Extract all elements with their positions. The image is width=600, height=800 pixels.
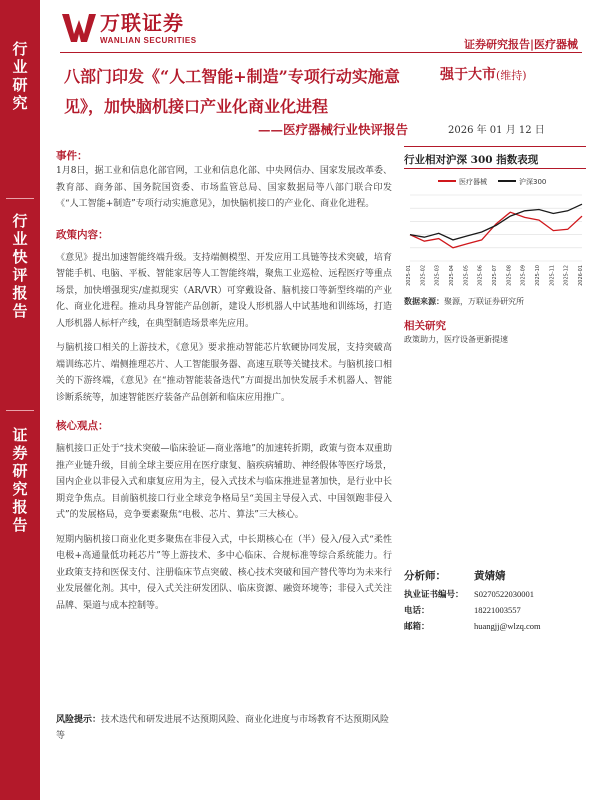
source-label: 数据来源： xyxy=(404,296,444,306)
x-tick-label: 2025-10 xyxy=(535,265,541,286)
left-sidebar xyxy=(0,0,40,800)
sidebar-char: 券 xyxy=(12,444,28,462)
report-date: 2026 年 01 月 12 日 xyxy=(448,125,545,136)
x-tick-label: 2025-01 xyxy=(406,265,412,286)
sidebar-char: 研 xyxy=(12,462,28,480)
x-tick-label: 2025-06 xyxy=(477,265,484,286)
phone-number: 18221003557 xyxy=(474,605,521,615)
related-research-item[interactable]: 政策助力，医疗设备更新提速 xyxy=(404,335,508,344)
rating-qualifier: (维持) xyxy=(496,69,527,82)
x-tick-label: 2025-03 xyxy=(434,265,441,286)
sidebar-segment-securities-research xyxy=(0,426,40,534)
analyst-info xyxy=(404,568,586,636)
analyst-name-label: 分析师： xyxy=(404,570,446,582)
legend-label: 医疗器械 xyxy=(459,178,487,186)
sidebar-char: 告 xyxy=(12,302,28,320)
chart-title-divider xyxy=(404,168,586,169)
legend-label: 沪深300 xyxy=(519,178,547,186)
sidebar-char: 评 xyxy=(12,266,28,284)
sidebar-segment-industry-quick-review xyxy=(0,212,40,320)
sidebar-char: 研 xyxy=(12,76,28,94)
analyst-name: 黄婧婧 xyxy=(474,571,506,582)
policy-paragraph-1: 《意见》提出加速智能终端升级。支持端侧模型、开发应用工具链等技术突破，培育智能手机、电脑、平板、智能家居等人工智能终端，聚焦工业巡检、远程医疗等重点场景，加快增强现实/虚拟现实（AR/VR）可穿戴设备、脑机接口等新型终端的产业化、商业化进程。推动具身智能产品创新，建设人形机器人中试基地和训练场，打造人形机器人标杆产线，在典型制造场景率先应用。 xyxy=(56,252,392,329)
relative-performance-chart xyxy=(404,173,586,289)
sidebar-char: 究 xyxy=(12,94,28,112)
x-tick-label: 2025-08 xyxy=(506,265,513,286)
wanlian-logo-icon xyxy=(62,12,96,44)
x-tick-label: 2025-12 xyxy=(563,265,570,286)
risk-heading: 风险提示： xyxy=(56,715,102,725)
x-tick-label: 2025-02 xyxy=(420,265,427,286)
core-paragraph-2: 短期内脑机接口商业化更多聚焦在非侵入式，中长期核心在（半）侵入/侵入式“柔性电极+高通量低功耗芯片”等上游技术、多中心临床、合规标准等综合系统能力。行业政策支持和医保支付、注册临床节点突破、核心技术突破和国产替代等均为未来行业发展催化剂。其中，侵入式关注研发团队、临床资源、融资环境等；非侵入式关注品牌、渠道与成本控制等。 xyxy=(56,534,392,611)
policy-paragraph-2: 与脑机接口相关的上游技术，《意见》要求推动智能芯片软硬协同发展，支持突破高端训练芯片、端侧推理芯片、人工智能服务器、高速互联等关键技术。与脑机接口相关的下游终端，《意见》在“推动智能装备迭代”方面提出加快发展手术机器人、智能诊断系统等，加速智能医疗装备产品创新和临床应用推广。 xyxy=(56,343,392,403)
core-paragraph-1: 脑机接口正处于“技术突破—临床验证—商业落地”的加速转折期，政策与资本双重助推产业链升级，目前全球主要应用在医疗康复、脑疾病辅助、神经假体等医疗场景，国内企业以非侵入式和康复应用为主，侵入式技术与临床推进显著加快，是行业中长期竞争焦点。目前脑机接口行业全球竞争格局呈“美国主导侵入式、中国领跑非侵入式”的发展格局，竞争要素聚焦“电极、芯片、算法”三大核心。 xyxy=(56,444,392,520)
risk-text: 技术迭代和研发进展不达预期风险、商业化进度与市场教育不达预期风险等 xyxy=(56,715,390,741)
x-tick-label: 2025-07 xyxy=(492,265,498,286)
policy-heading: 政策内容： xyxy=(56,228,109,241)
report-category-tag: 证券研究报告|医疗器械 xyxy=(463,38,578,51)
x-tick-label: 2025-04 xyxy=(449,265,455,286)
core-heading: 核心观点： xyxy=(56,420,109,432)
sidebar-char: 报 xyxy=(12,284,28,302)
event-paragraph: 1月8日，据工业和信息化部官网，工业和信息化部、中央网信办、国家发展改革委、教育部、商务部、国务院国资委、市场监管总局、国家数据局等八部门联合印发《“人工智能+制造”专项行动实施意见》，加快脑机接口的产业化、商业化进程。 xyxy=(56,166,392,209)
logo-english-name: WANLIAN SECURITIES xyxy=(100,36,197,45)
report-title: 八部门印发《“人工智能+制造”专项行动实施意见》，加快脑机接口产业化商业化进程 xyxy=(64,67,400,116)
x-tick-label: 2025-11 xyxy=(549,265,556,286)
source-text: 聚源，万联证券研究所 xyxy=(444,297,524,306)
header-divider xyxy=(60,52,582,53)
sidebar-char: 业 xyxy=(12,230,28,248)
sidebar-char: 业 xyxy=(12,58,28,76)
sidebar-char: 报 xyxy=(12,498,28,516)
company-logo xyxy=(62,12,197,45)
sidebar-divider xyxy=(6,198,34,199)
x-tick-label: 2025-05 xyxy=(463,265,470,286)
email-label: 邮箱： xyxy=(404,622,430,632)
sidebar-char: 证 xyxy=(12,426,28,444)
cert-label: 执业证书编号： xyxy=(404,590,464,600)
x-tick-label: 2025-09 xyxy=(520,265,527,286)
event-heading: 事件： xyxy=(56,150,88,162)
series-line xyxy=(410,212,582,248)
sidebar-char: 告 xyxy=(12,516,28,534)
main-body xyxy=(56,148,392,614)
industry-rating xyxy=(440,64,527,84)
x-tick-label: 2026-01 xyxy=(578,265,584,286)
sidebar-char: 究 xyxy=(12,480,28,498)
sidebar-char: 快 xyxy=(12,248,28,266)
chart-source xyxy=(404,296,524,307)
cert-number: S0270522030001 xyxy=(474,589,534,599)
rating-label: 强于大市 xyxy=(440,67,496,83)
sidebar-char: 行 xyxy=(12,40,28,58)
chart-title: 行业相对沪深 300 指数表现 xyxy=(404,154,539,166)
sidebar-segment-industry-research xyxy=(0,40,40,112)
logo-chinese-name: 万联证券 xyxy=(100,11,184,35)
right-panel-divider xyxy=(404,146,586,147)
risk-warning xyxy=(56,712,392,744)
email-address[interactable]: huangjj@wlzq.com xyxy=(474,621,541,631)
phone-label: 电话： xyxy=(404,606,430,616)
report-subtitle: ——医疗器械行业快评报告 xyxy=(257,122,408,137)
related-research-heading: 相关研究 xyxy=(404,320,446,332)
sidebar-divider xyxy=(6,410,34,411)
sidebar-char: 行 xyxy=(12,212,28,230)
